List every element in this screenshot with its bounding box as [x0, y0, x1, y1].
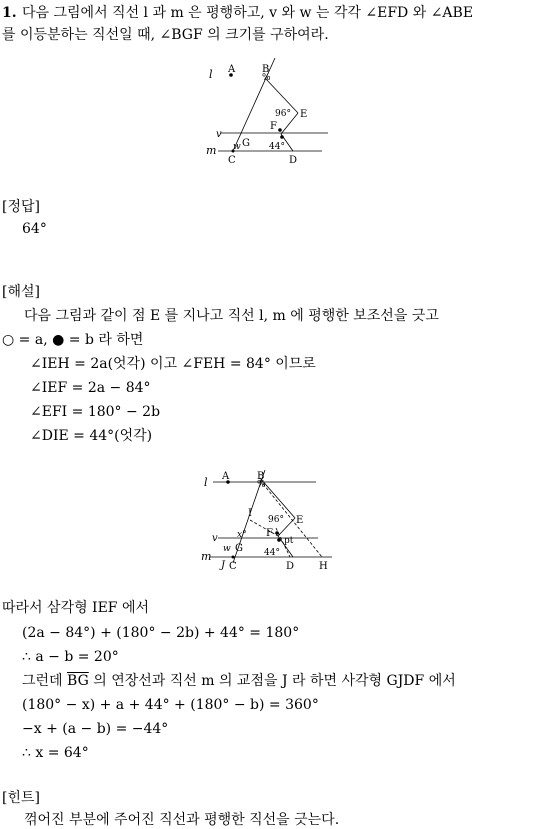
a-mark: %	[257, 480, 266, 490]
fig2-angle-f: pt	[284, 536, 294, 546]
fig2-angle-d: 44°	[264, 548, 280, 558]
fig1-label-c: C	[228, 155, 236, 166]
answer-header: [정답]	[2, 199, 40, 215]
conclusion-line-4-pre: 그런데	[22, 673, 63, 689]
fig2-label-c: C	[229, 561, 237, 572]
fig1-label-e: E	[300, 109, 308, 120]
fig2-label-a: A	[222, 471, 230, 482]
fig1-label-v: v	[216, 129, 222, 140]
fig1-label-l: l	[209, 68, 213, 81]
fig2-label-e: E	[296, 515, 304, 526]
conclusion-line-4	[22, 672, 456, 690]
b-mark	[280, 135, 284, 139]
fig1-label-d: D	[289, 155, 298, 166]
hint-text: 꺾어진 부분에 주어진 직선과 평행한 직선을 긋는다.	[24, 812, 340, 828]
solution-eq-2: ∠IEF = 2a − 84°	[30, 380, 151, 396]
hint-header: [힌트]	[2, 790, 40, 806]
solution-header: [해설]	[2, 284, 40, 300]
solution-line-1: 다음 그림과 같이 점 E 를 지나고 직선 l, m 에 평행한 보조선을 긋고	[24, 308, 439, 324]
solution-eq-4: ∠DIE = 44°(엇각)	[30, 428, 153, 444]
fig2-angle-g: x°	[237, 530, 247, 540]
b-mark	[277, 538, 281, 542]
fig1-label-a: A	[228, 64, 236, 75]
fig2-label-m: m	[201, 550, 212, 563]
a-mark: %	[262, 73, 271, 83]
fig2-label-f: F	[266, 528, 273, 539]
solution-line-2: ○ = a, ● = b 라 하면	[2, 332, 144, 348]
conclusion-line-1: 따라서 삼각형 IEF 에서	[2, 600, 150, 616]
fig1-angle-d: 44°	[269, 142, 285, 152]
problem-figure	[200, 55, 340, 170]
fig2-label-j: J	[221, 560, 226, 571]
conclusion-line-7: ∴ x = 64°	[22, 745, 89, 761]
problem-line-1: 다음 그림에서 직선 l 과 m 은 평행하고, v 와 w 는 각각 ∠EFD 와 ∠ABE	[22, 5, 474, 21]
conclusion-line-5: (180° − x) + a + 44° + (180° − b) = 360°	[22, 697, 319, 713]
problem-number: 1.	[2, 5, 17, 21]
fig1-label-b: B	[262, 64, 270, 75]
solution-eq-1: ∠IEH = 2a(엇각) 이고 ∠FEH = 84° 이므로	[30, 356, 316, 372]
segment-bg: $\overline{BG}$	[67, 673, 89, 689]
fig2-label-d: D	[286, 561, 295, 572]
conclusion-line-3: ∴ a − b = 20°	[22, 649, 119, 665]
answer-value: 64°	[22, 221, 47, 237]
fig2-label-g: G	[235, 543, 243, 554]
line-be	[265, 78, 298, 113]
b-mark	[278, 128, 282, 132]
fig1-label-f: F	[270, 121, 277, 132]
solution-eq-3: ∠EFI = 180° − 2b	[30, 404, 161, 420]
solution-figure	[198, 465, 338, 575]
b-mark	[275, 531, 279, 535]
fig2-label-h: H	[319, 561, 328, 572]
fig1-label-g: G	[242, 138, 250, 149]
fig1-label-m: m	[206, 144, 217, 157]
point-c-dot	[232, 556, 235, 559]
fig1-label-w: w	[233, 142, 241, 152]
conclusion-line-6: −x + (a − b) = −44°	[22, 721, 169, 737]
conclusion-line-2: (2a − 84°) + (180° − 2b) + 44° = 180°	[22, 625, 300, 641]
fig2-label-w: w	[223, 544, 231, 554]
fig2-label-l: l	[204, 476, 208, 489]
fig2-label-v: v	[212, 533, 218, 544]
fig2-angle-e: 96°	[268, 515, 284, 525]
fig1-angle-e: 96°	[275, 109, 291, 119]
fig2-label-b: B	[257, 471, 265, 482]
conclusion-line-4-post: 의 연장선과 직선 m 의 교점을 J 라 하면 사각형 GJDF 에서	[93, 673, 456, 689]
fig2-label-i: I	[248, 508, 252, 519]
problem-line-2: 를 이등분하는 직선일 때, ∠BGF 의 크기를 구하여라.	[2, 27, 329, 43]
